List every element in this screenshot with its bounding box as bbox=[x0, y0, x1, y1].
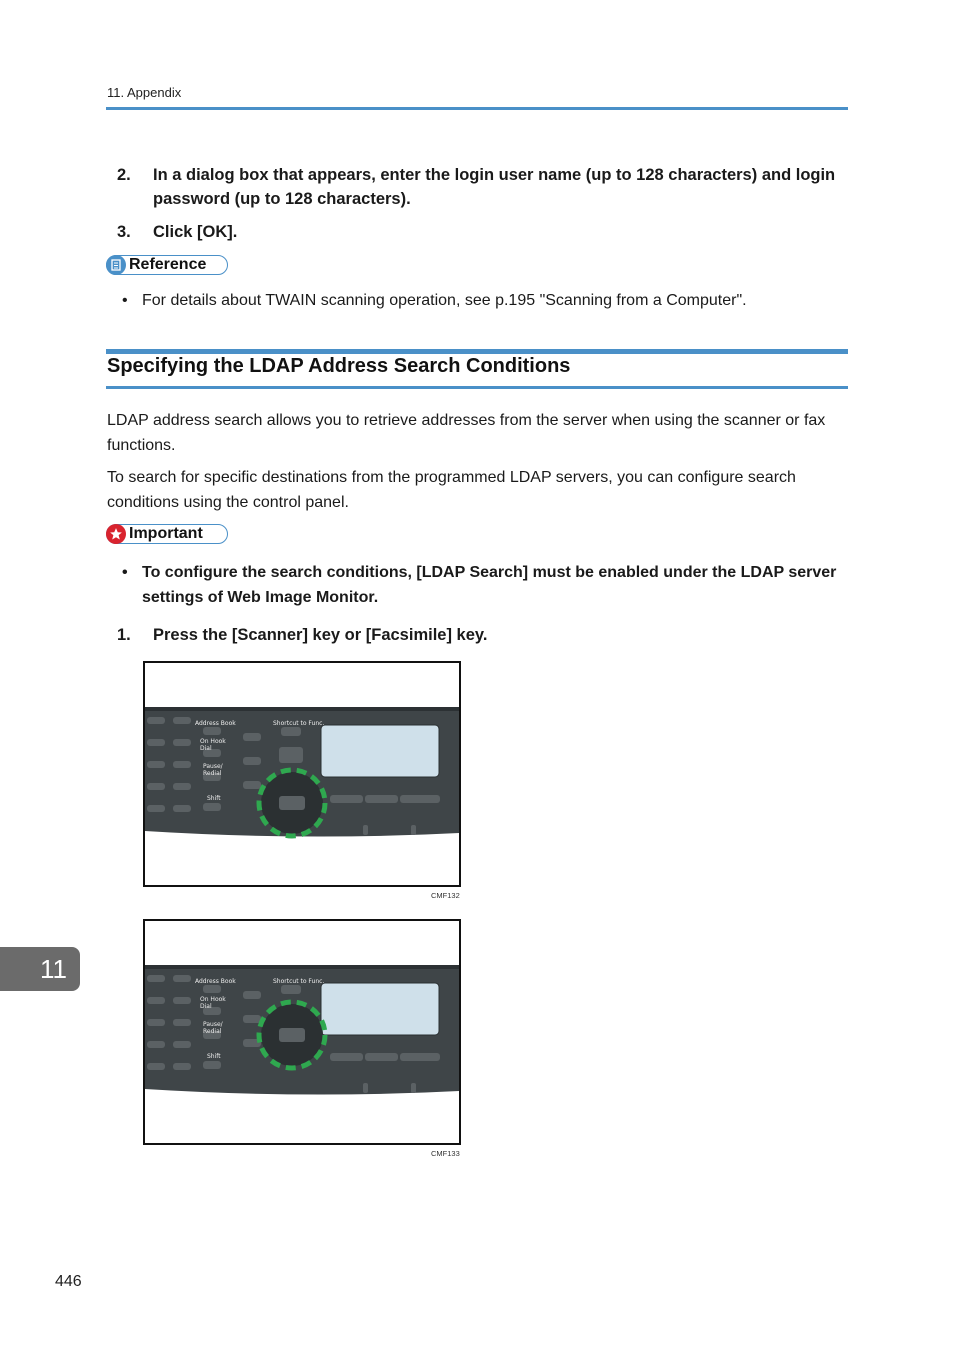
chapter-tab: 11 bbox=[0, 947, 80, 991]
bullet-text: For details about TWAIN scanning operation, see p.195 "Scanning from a Computer". bbox=[142, 292, 747, 309]
bullet-text: To configure the search conditions, [LDAP Search] must be enabled under the LDAP server settings of Web Image Monitor. bbox=[142, 564, 837, 606]
bullet-dot: • bbox=[122, 292, 128, 309]
dial-label: Dial bbox=[200, 1003, 212, 1010]
bullet-dot: • bbox=[122, 564, 128, 581]
address-book-label: Address Book bbox=[195, 978, 236, 985]
shortcut-label: Shortcut to Func. bbox=[273, 978, 325, 985]
redial-label: Redial bbox=[203, 1028, 222, 1035]
reference-bullet bbox=[122, 288, 862, 313]
dial-label: Dial bbox=[200, 745, 212, 752]
control-panel-figure-scanner bbox=[143, 661, 461, 887]
step-number: 2. bbox=[117, 166, 131, 184]
shift-label: Shift bbox=[207, 795, 221, 802]
step-text: Press the [Scanner] key or [Facsimile] key. bbox=[153, 626, 488, 644]
control-panel-figure-facsimile bbox=[143, 919, 461, 1145]
star-icon bbox=[106, 524, 126, 544]
section-rule-bottom bbox=[106, 386, 848, 389]
step-number: 3. bbox=[117, 223, 131, 241]
step-text: Click [OK]. bbox=[153, 223, 238, 241]
step-3 bbox=[117, 220, 857, 244]
important-badge bbox=[106, 524, 228, 544]
step-2 bbox=[117, 163, 857, 211]
control-panel-illustration bbox=[145, 921, 459, 1143]
control-panel-illustration bbox=[145, 663, 459, 885]
on-hook-label: On Hook bbox=[200, 996, 226, 1003]
step-number: 1. bbox=[117, 626, 131, 644]
step-text: In a dialog box that appears, enter the login user name (up to 128 characters) and login password (up to 128 characters). bbox=[153, 166, 836, 208]
shift-label: Shift bbox=[207, 1053, 221, 1060]
reference-icon bbox=[106, 255, 126, 275]
shortcut-label: Shortcut to Func. bbox=[273, 720, 325, 727]
reference-badge bbox=[106, 255, 228, 275]
address-book-label: Address Book bbox=[195, 720, 236, 727]
paragraph: LDAP address search allows you to retrieve addresses from the server when using the scanner or fax functions. bbox=[107, 412, 826, 454]
figure-code: CMF133 bbox=[431, 1149, 460, 1158]
pause-label: Pause/ bbox=[203, 763, 223, 770]
page-number: 446 bbox=[55, 1273, 82, 1290]
redial-label: Redial bbox=[203, 770, 222, 777]
section-title: Specifying the LDAP Address Search Conditions bbox=[107, 355, 571, 377]
important-label: Important bbox=[129, 525, 203, 542]
paragraph: To search for specific destinations from the programmed LDAP servers, you can configure search conditions using the control panel. bbox=[107, 469, 796, 511]
pause-label: Pause/ bbox=[203, 1021, 223, 1028]
header-rule bbox=[106, 107, 848, 110]
step-1 bbox=[117, 623, 857, 647]
on-hook-label: On Hook bbox=[200, 738, 226, 745]
figure-code: CMF132 bbox=[431, 891, 460, 900]
reference-label: Reference bbox=[129, 256, 207, 273]
important-bullet bbox=[122, 560, 862, 610]
running-header: 11. Appendix bbox=[107, 85, 182, 100]
section-rule-top bbox=[106, 349, 848, 354]
